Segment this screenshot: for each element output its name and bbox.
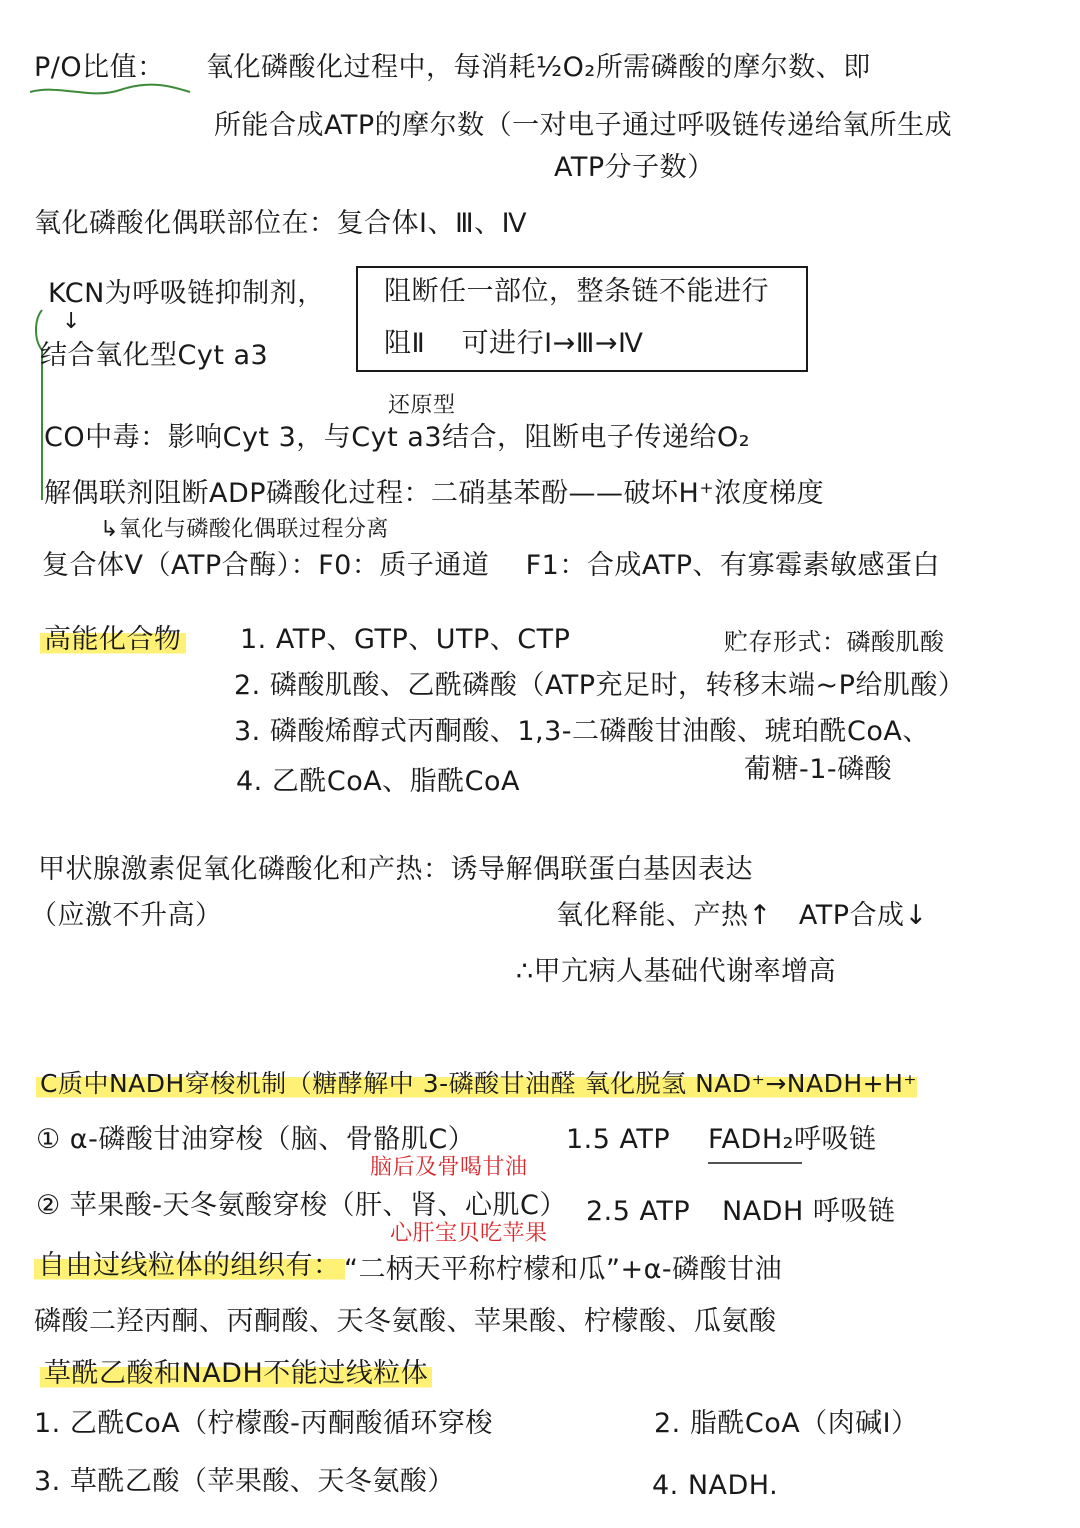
no-pass-item-4: 4. NADH.: [652, 1470, 779, 1501]
kcn-box-line-1: 阻断任一部位，整条链不能进行: [384, 276, 769, 307]
thyroid-line-3: ∴甲亢病人基础代谢率增高: [516, 956, 837, 987]
complex-v: 复合体Ⅴ（ATP合酶）：F0：质子通道 F1：合成ATP、有寡霉素敏感蛋白: [42, 550, 941, 581]
co-note: 还原型: [388, 393, 456, 418]
no-pass-item-1: 1. 乙酰CoA（柠檬酸-丙酮酸循环穿梭: [34, 1408, 493, 1439]
thyroid-line-2: 氧化释能、产热↑ ATP合成↓: [556, 900, 928, 931]
high-energy-item-3b: 葡糖-1-磷酸: [744, 754, 893, 785]
thyroid-note: （应激不升高）: [30, 900, 223, 931]
free-pass-label: 自由过线粒体的组织有：: [34, 1248, 345, 1284]
mnemonic-2: 心肝宝贝吃苹果: [390, 1221, 548, 1246]
uncoupler-line: 解偶联剂阻断ADP磷酸化过程：二硝基苯酚——破坏H⁺浓度梯度: [44, 478, 825, 509]
high-energy-item-1: 1. ATP、GTP、UTP、CTP: [240, 624, 571, 655]
shuttle-item-1-atp: 1.5 ATP: [566, 1124, 671, 1155]
kcn-title: KCN为呼吸链抑制剂，: [48, 278, 325, 309]
p-o-line-2: 所能合成ATP的摩尔数（一对电子通过呼吸链传递给氧所生成: [214, 110, 953, 141]
free-pass-line-1: “二柄天平称柠檬和瓜”+α-磷酸甘油: [344, 1254, 783, 1285]
mnemonic-1: 脑后及骨喝甘油: [370, 1155, 528, 1180]
shuttle-item-2-chain: NADH 呼吸链: [722, 1196, 896, 1227]
no-pass-item-2: 2. 脂酰CoA（肉碱Ⅰ）: [654, 1408, 919, 1439]
coupling-sites: 氧化磷酸化偶联部位在：复合体Ⅰ、Ⅲ、Ⅳ: [34, 208, 527, 239]
p-o-line-1: 氧化磷酸化过程中，每消耗½O₂所需磷酸的摩尔数、即: [206, 52, 871, 83]
kcn-box-line-2: 阻Ⅱ 可进行Ⅰ→Ⅲ→Ⅳ: [384, 328, 644, 359]
shuttle-item-2: ② 苹果酸-天冬氨酸穿梭（肝、肾、心肌C）: [36, 1190, 567, 1221]
no-pass-item-3: 3. 草酰乙酸（苹果酸、天冬氨酸）: [34, 1466, 455, 1497]
free-pass-line-2: 磷酸二羟丙酮、丙酮酸、天冬氨酸、苹果酸、柠檬酸、瓜氨酸: [34, 1306, 777, 1337]
p-o-label: P/O比值：: [34, 52, 165, 83]
p-o-line-3: ATP分子数）: [554, 152, 715, 183]
kcn-arrow: ↓: [62, 309, 81, 334]
shuttle-item-2-atp: 2.5 ATP: [586, 1196, 691, 1227]
high-energy-label: 高能化合物: [40, 622, 186, 658]
high-energy-item-2: 2. 磷酸肌酸、乙酰磷酸（ATP充足时，转移末端~P给肌酸）: [234, 670, 966, 701]
shuttle-title: C质中NADH穿梭机制（糖酵解中 3-磷酸甘油醛 氧化脱氢 NAD⁺→NADH+H⁺: [36, 1066, 917, 1102]
thyroid-line-1: 甲状腺激素促氧化磷酸化和产热：诱导解偶联蛋白基因表达: [38, 854, 753, 885]
high-energy-storage: 贮存形式：磷酸肌酸: [724, 628, 945, 656]
shuttle-item-1: ① α-磷酸甘油穿梭（脑、骨骼肌C）: [36, 1124, 476, 1155]
co-line: CO中毒：影响Cyt 3，与Cyt a3结合，阻断电子传递给O₂: [44, 422, 751, 453]
high-energy-item-3: 3. 磷酸烯醇式丙酮酸、1,3-二磷酸甘油酸、琥珀酰CoA、: [234, 716, 930, 747]
shuttle-item-1-chain: FADH₂呼吸链: [708, 1124, 877, 1155]
high-energy-item-4: 4. 乙酰CoA、脂酰CoA: [236, 766, 521, 797]
no-pass-label: 草酰乙酸和NADH不能过线粒体: [40, 1356, 432, 1392]
uncoupler-sub: ↳氧化与磷酸化偶联过程分离: [100, 517, 389, 542]
kcn-binds: 结合氧化型Cyt a3: [40, 340, 269, 371]
